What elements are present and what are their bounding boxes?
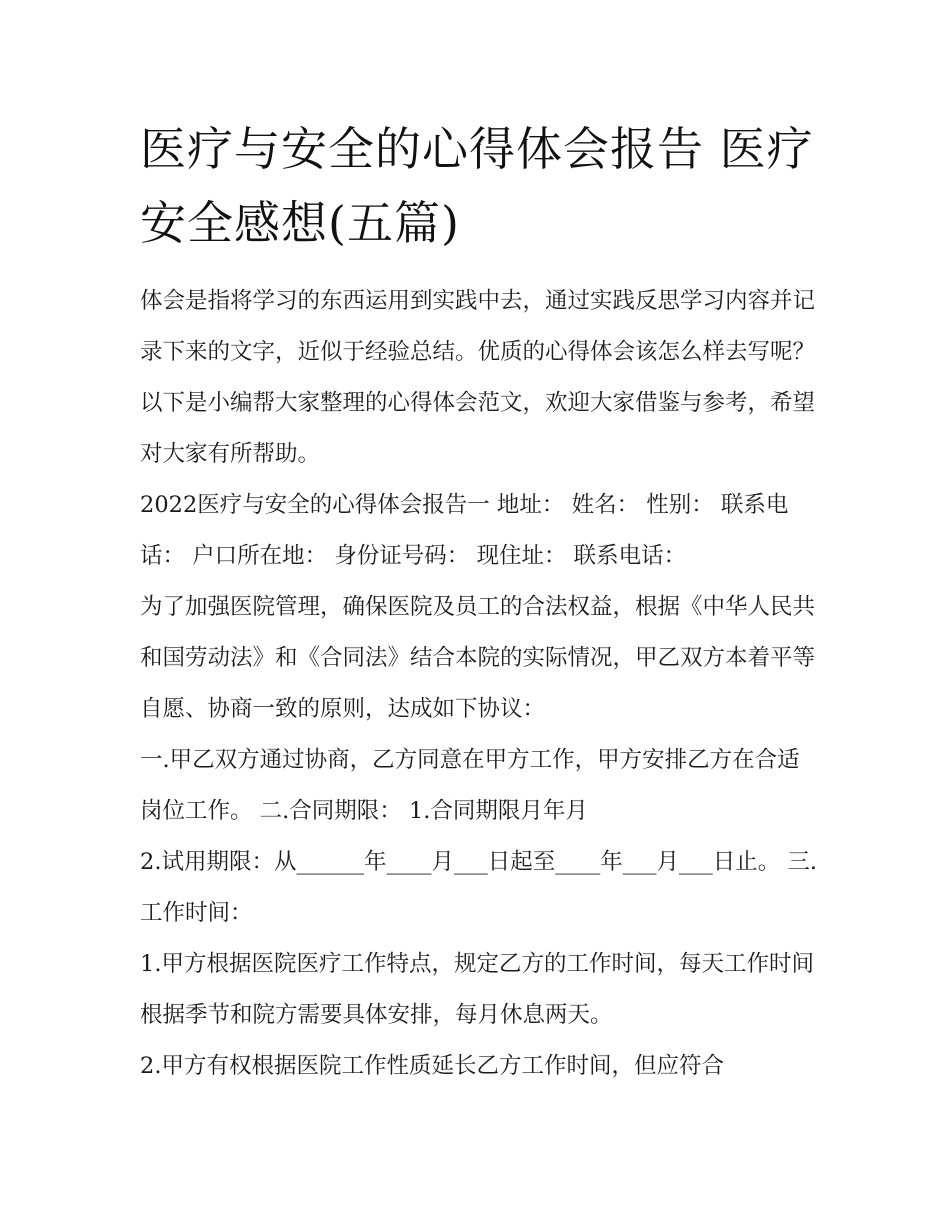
paragraph-work-time-2: 2.甲方有权根据医院工作性质延长乙方工作时间，但应符合	[140, 1053, 724, 1079]
paragraph-form-fields: 2022医疗与安全的心得体会报告一 地址： 姓名： 性别： 联系电话： 户口所在地： 身份证号码： 现住址： 联系电话：	[140, 492, 789, 569]
paragraph-clause-one: 一.甲乙双方通过协商，乙方同意在甲方工作，甲方安排乙方在合适岗位工作。 二.合同期限： 1.合同期限月年月	[140, 747, 800, 824]
document-body	[140, 276, 820, 1092]
paragraph-legal-basis: 为了加强医院管理，确保医院及员工的合法权益，根据《中华人民共和国劳动法》和《合同法》结合本院的实际情况，甲乙双方本着平等自愿、协商一致的原则，达成如下协议：	[140, 594, 816, 722]
document-title: 医疗与安全的心得体会报告 医疗安全感想(五篇)	[140, 122, 814, 250]
paragraph-work-time-1: 1.甲方根据医院医疗工作特点，规定乙方的工作时间，每天工作时间根据季节和院方需要具体安排，每月休息两天。	[140, 951, 814, 1028]
paragraph-intro: 体会是指将学习的东西运用到实践中去，通过实践反思学习内容并记录下来的文字，近似于经验总结。优质的心得体会该怎么样去写呢？以下是小编帮大家整理的心得体会范文，欢迎大家借鉴与参考，希望对大家有所帮助。	[140, 288, 816, 467]
paragraph-probation: 2.试用期限：从______年____月___日起至____年___月___日止。 三.工作时间：	[140, 849, 818, 926]
